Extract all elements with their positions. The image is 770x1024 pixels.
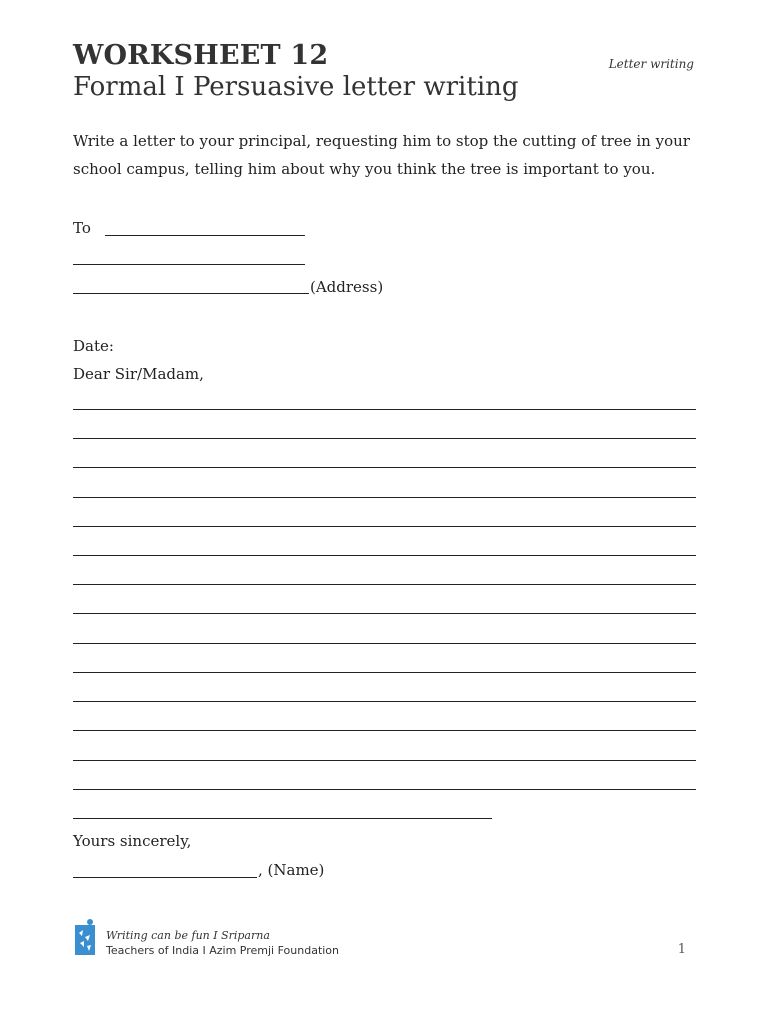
foundation-logo-icon <box>75 919 97 955</box>
prompt-line-1: Write a letter to your principal, requesting him to stop the cutting of tree in your <box>73 132 690 150</box>
letter-body-line[interactable] <box>73 497 696 498</box>
page-number: 1 <box>677 942 686 957</box>
address-line-2[interactable] <box>73 293 309 294</box>
worksheet-title: WORKSHEET 12 <box>73 40 329 71</box>
letter-body-line[interactable] <box>73 584 696 585</box>
footer-organization: Teachers of India I Azim Premji Foundation <box>106 944 340 957</box>
letter-body-line[interactable] <box>73 526 696 527</box>
letter-body-line[interactable] <box>73 818 492 819</box>
letter-body-line[interactable] <box>73 438 696 439</box>
salutation: Dear Sir/Madam, <box>73 365 204 383</box>
name-label: , (Name) <box>258 861 325 879</box>
letter-body-line[interactable] <box>73 701 696 702</box>
letter-body-line[interactable] <box>73 730 696 731</box>
date-label: Date: <box>73 337 114 355</box>
worksheet-category: Letter writing <box>608 57 694 71</box>
letter-body-line[interactable] <box>73 467 696 468</box>
address-line-1[interactable] <box>73 264 305 265</box>
footer-credit: Writing can be fun I Sriparna <box>106 929 270 942</box>
address-label: (Address) <box>310 278 384 296</box>
letter-body-line[interactable] <box>73 555 696 556</box>
letter-body-line[interactable] <box>73 409 696 410</box>
name-line[interactable] <box>73 877 257 878</box>
prompt-line-2: school campus, telling him about why you think the tree is important to you. <box>73 160 656 178</box>
letter-body-line[interactable] <box>73 613 696 614</box>
letter-body-line[interactable] <box>73 643 696 644</box>
to-line[interactable] <box>105 235 305 236</box>
to-label: To <box>73 219 91 237</box>
letter-body-line[interactable] <box>73 672 696 673</box>
letter-body-line[interactable] <box>73 789 696 790</box>
letter-body-line[interactable] <box>73 760 696 761</box>
closing: Yours sincerely, <box>73 832 192 850</box>
worksheet-subtitle: Formal I Persuasive letter writing <box>73 72 519 102</box>
